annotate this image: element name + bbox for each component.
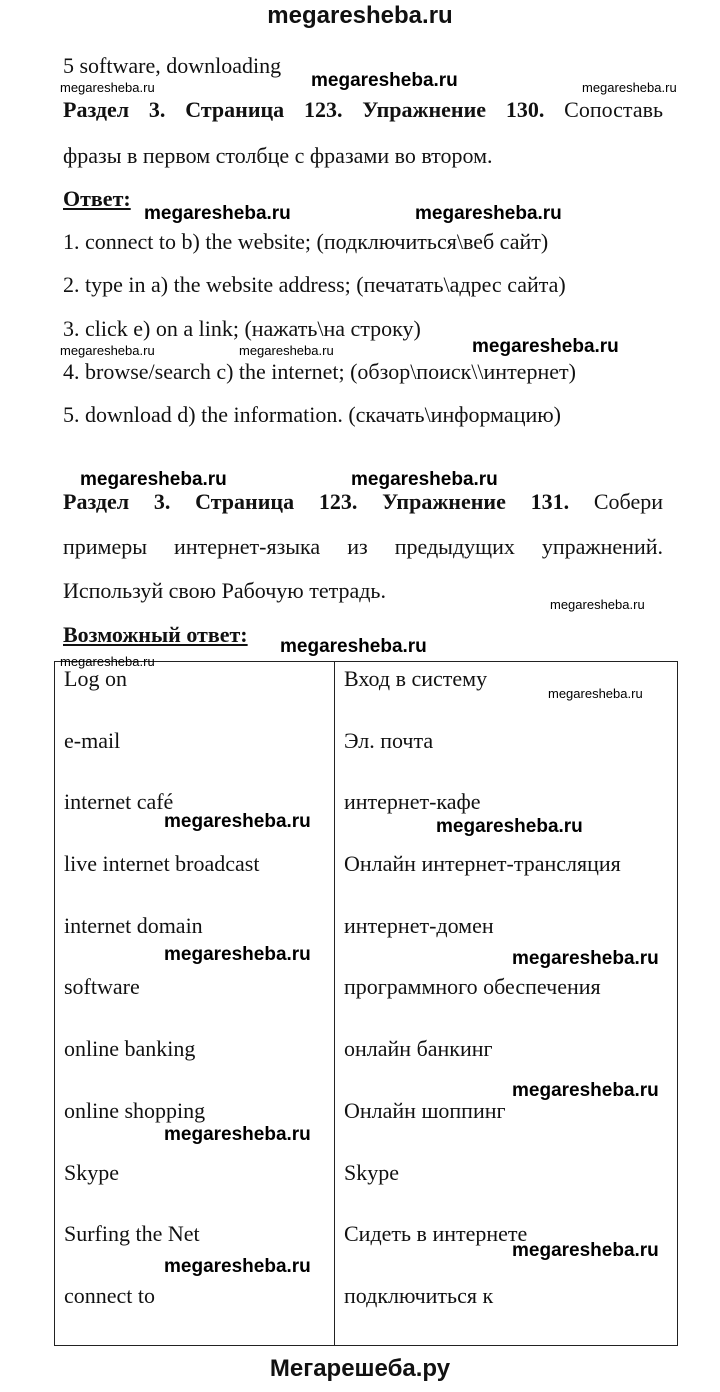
watermark: megaresheba.ru [164, 944, 311, 965]
russian-term: Эл. почта [344, 727, 434, 753]
english-term: Surfing the Net [64, 1221, 200, 1247]
site-header: megaresheba.ru [267, 2, 453, 29]
site-footer: Мегарешеба.ру [269, 1355, 451, 1382]
english-term: online shopping [64, 1097, 206, 1123]
ex130-answer-label: Ответ: [63, 186, 131, 211]
watermark: megaresheba.ru [144, 203, 291, 224]
english-term: Log on [64, 666, 127, 691]
watermark: megaresheba.ru [512, 1240, 659, 1261]
watermark: megaresheba.ru [512, 1080, 659, 1101]
russian-term: Сидеть в интернете [344, 1221, 528, 1247]
ex130-task-tail: Сопоставь [564, 97, 663, 122]
english-term: Skype [64, 1159, 119, 1185]
ex130-answer-4: 4. browse/search c) the internet; (обзор\поиск\\интернет) [63, 359, 576, 384]
ex130-task-line2: фразы в первом столбце с фразами во втором. [63, 143, 493, 168]
ex130-answer-1: 1. connect to b) the website; (подключиться\веб сайт) [63, 229, 549, 254]
watermark: megaresheba.ru [164, 811, 311, 832]
russian-term: интернет-домен [344, 912, 494, 938]
english-term: internet domain [64, 912, 203, 938]
watermark: megaresheba.ru [415, 203, 562, 224]
watermark: megaresheba.ru [60, 654, 155, 669]
watermark: megaresheba.ru [239, 343, 334, 358]
ex130-task-line1 [63, 97, 663, 123]
english-term: internet café [64, 789, 174, 815]
english-term: online banking [64, 1036, 196, 1062]
russian-term: онлайн банкинг [344, 1036, 493, 1062]
watermark: megaresheba.ru [60, 343, 155, 358]
russian-term: интернет-кафе [344, 789, 481, 815]
ex130-answer-3: 3. click e) on a link; (нажать\на строку) [63, 316, 421, 341]
watermark: megaresheba.ru [512, 948, 659, 969]
watermark: megaresheba.ru [164, 1256, 311, 1277]
russian-term: Skype [344, 1159, 399, 1185]
watermark: megaresheba.ru [582, 80, 677, 95]
ex131-task-line3: Используй свою Рабочую тетрадь. [63, 578, 386, 603]
ex130-heading: Раздел 3. Страница 123. Упражнение 130. [63, 97, 545, 122]
russian-term: Вход в систему [344, 666, 488, 691]
ex131-heading: Раздел 3. Страница 123. Упражнение 131. [63, 489, 570, 514]
english-column [55, 662, 335, 1346]
english-term: connect to [64, 1282, 156, 1308]
russian-term: Онлайн интернет-трансляция [344, 851, 621, 877]
watermark: megaresheba.ru [548, 686, 643, 701]
russian-term: подключиться к [344, 1282, 494, 1308]
russian-term: Онлайн шоппинг [344, 1097, 506, 1123]
watermark: megaresheba.ru [436, 816, 583, 837]
top-line: 5 software, downloading [63, 53, 282, 78]
english-term: live internet broadcast [64, 851, 260, 877]
watermark: megaresheba.ru [60, 80, 155, 95]
watermark: megaresheba.ru [311, 70, 458, 91]
ex131-task-tail: Собери [593, 489, 663, 514]
ex130-answer-5: 5. download d) the information. (скачать\информацию) [63, 402, 561, 427]
english-term: software [64, 974, 140, 1000]
watermark: megaresheba.ru [80, 469, 227, 490]
watermark: megaresheba.ru [351, 469, 498, 490]
watermark: megaresheba.ru [550, 597, 645, 612]
watermark: megaresheba.ru [164, 1124, 311, 1145]
ex130-answer-2: 2. type in a) the website address; (печатать\адрес сайта) [63, 272, 566, 297]
english-term: e-mail [64, 727, 121, 753]
ex131-answer-label: Возможный ответ: [63, 622, 248, 647]
ex131-task-line2: примеры интернет-языка из предыдущих упражнений. [63, 534, 663, 559]
russian-term: программного обеспечения [344, 974, 601, 1000]
watermark: megaresheba.ru [280, 636, 427, 657]
ex131-task-line1 [63, 489, 663, 515]
watermark: megaresheba.ru [472, 336, 619, 357]
